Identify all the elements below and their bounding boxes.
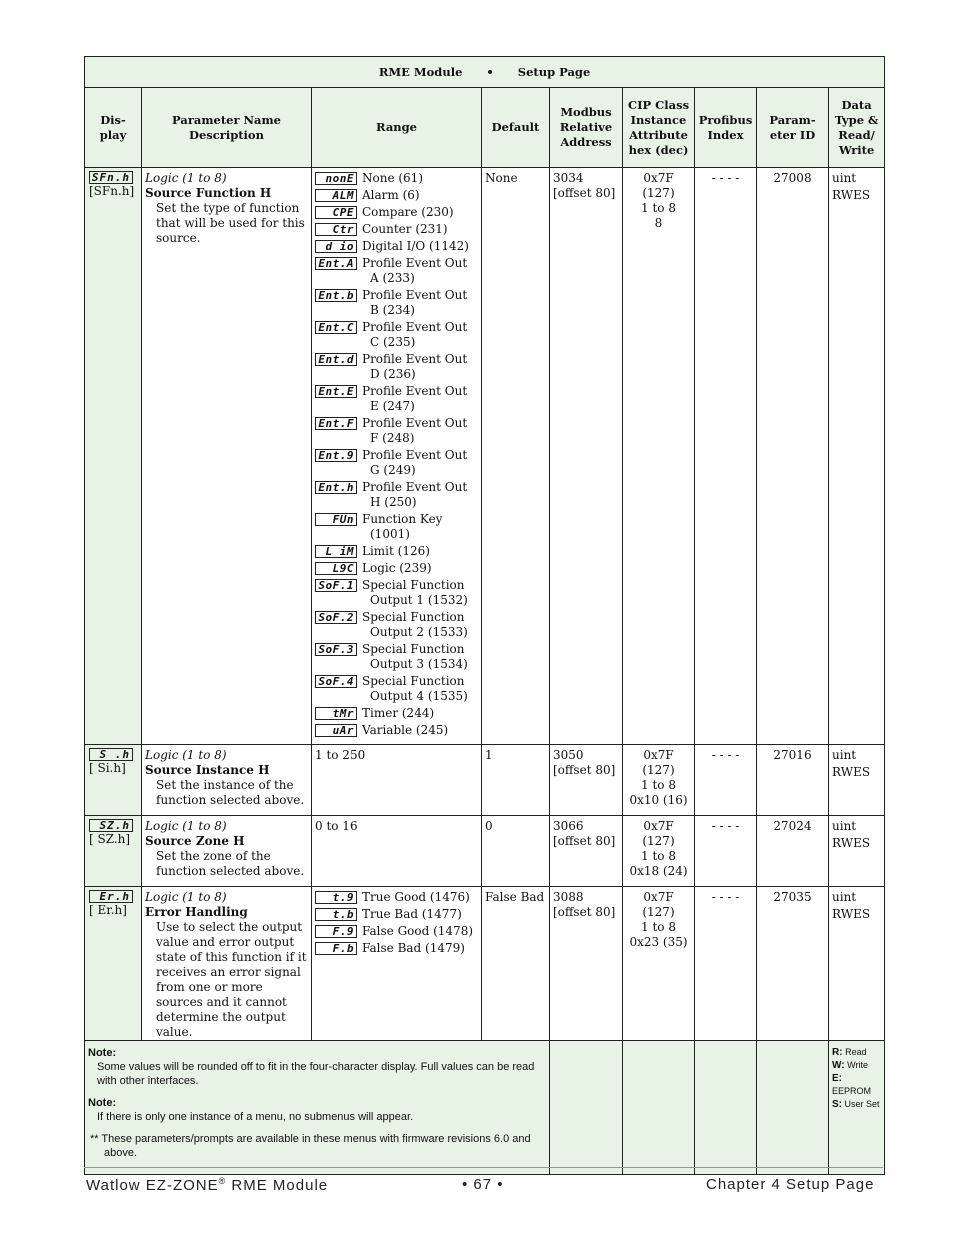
parameter-description: Use to select the output value and error output state of this function if it receives an error signal from one or more sources and it cannot determine the output value. [156, 920, 307, 1039]
option-label: Profile Event Out [362, 384, 468, 398]
option-label-continued: Output 2 (1533) [370, 625, 468, 639]
range-option [315, 723, 478, 738]
modbus-address: 3088 [553, 890, 584, 904]
display-code: Ent.C [315, 321, 357, 334]
table-row [85, 816, 885, 887]
option-label: Compare (230) [362, 205, 454, 219]
data-type-cell [829, 168, 885, 745]
cip-instance: 1 to 8 [641, 201, 676, 215]
parameter-id-cell [757, 745, 829, 816]
parameter-id-cell [757, 816, 829, 887]
modbus-offset: [offset 80] [553, 186, 616, 200]
cip-attribute: 0x18 (24) [629, 864, 688, 878]
range-option [315, 384, 478, 414]
option-text [362, 239, 469, 254]
header-range: Range [312, 88, 482, 168]
legend-item [832, 1072, 881, 1098]
profibus-index: - - - - [711, 171, 740, 185]
footer-page-number: • 67 • [462, 1176, 504, 1193]
firmware-note [88, 1132, 545, 1160]
option-label-continued: Output 3 (1534) [370, 657, 468, 671]
option-label-continued: H (250) [370, 495, 417, 509]
header-default: Default [482, 88, 550, 168]
data-type: uint [832, 171, 857, 185]
display-label: [SFn.h] [89, 184, 135, 198]
display-code: uAr [315, 724, 357, 737]
legend-text: Write [847, 1060, 868, 1070]
display-code: Ent.b [315, 289, 357, 302]
data-type-cell [829, 887, 885, 1041]
range-option [315, 171, 478, 186]
range-option [315, 706, 478, 721]
parameter-id: 27024 [773, 819, 812, 833]
read-write: RWES [832, 765, 871, 779]
column-headers [85, 88, 885, 168]
modbus-cell [550, 745, 623, 816]
parameter-logic: Logic (1 to 8) [145, 819, 227, 833]
default-value: None [485, 171, 518, 185]
modbus-offset: [offset 80] [553, 905, 616, 919]
range-text: 0 to 16 [315, 819, 358, 833]
display-code: ALM [315, 189, 357, 202]
cip-class: 0x7F (127) [642, 171, 675, 200]
data-type: uint [832, 819, 857, 833]
display-code: SoF.1 [315, 579, 357, 592]
default-value: 0 [485, 819, 493, 833]
cip-instance: 1 to 8 [641, 778, 676, 792]
notes-blank-cell [757, 1041, 829, 1175]
legend-key: R: [832, 1047, 843, 1058]
display-code: Ctr [315, 223, 357, 236]
option-label: Profile Event Out [362, 480, 468, 494]
parameter-name: Source Zone H [145, 834, 245, 848]
cip-cell [623, 816, 695, 887]
option-label-continued: A (233) [370, 271, 415, 285]
legend-item [832, 1059, 881, 1072]
range-option [315, 222, 478, 237]
display-code: tMr [315, 707, 357, 720]
range-option [315, 320, 478, 350]
display-cell [85, 816, 142, 887]
table-title-page: Setup Page [517, 64, 591, 79]
read-write: RWES [832, 188, 871, 202]
display-label: [ SZ.h] [89, 832, 131, 846]
data-type: uint [832, 748, 857, 762]
option-text [362, 222, 448, 237]
cip-class: 0x7F (127) [642, 819, 675, 848]
legend-item [832, 1098, 881, 1111]
footer-product-module: RME Module [226, 1177, 329, 1194]
option-text [362, 320, 467, 350]
profibus-index: - - - - [711, 819, 740, 833]
option-text [362, 384, 467, 414]
option-label: False Good (1478) [362, 924, 474, 938]
header-display: Dis- play [85, 88, 142, 168]
option-label-continued: Output 1 (1532) [370, 593, 468, 607]
option-text [362, 256, 467, 286]
firmware-note-text: These parameters/prompts are available in these menus with firmware revisions 6.0 and [101, 1133, 531, 1145]
profibus-cell [695, 887, 757, 1041]
option-label: Special Function [362, 674, 465, 688]
option-text [362, 480, 467, 510]
parameter-cell [142, 887, 312, 1041]
footer-rule [84, 1167, 883, 1168]
notes-row [85, 1041, 885, 1175]
legend-item [832, 1046, 881, 1059]
data-type-cell [829, 745, 885, 816]
parameter-id: 27016 [773, 748, 812, 762]
option-text [362, 171, 423, 186]
display-code: S .h [89, 748, 133, 761]
display-code: Ent.A [315, 257, 357, 270]
parameter-name: Error Handling [145, 905, 248, 919]
header-data-type: Data Type & Read/ Write [829, 88, 885, 168]
modbus-address: 3066 [553, 819, 584, 833]
option-label: None (61) [362, 171, 424, 185]
option-label: False Bad (1479) [362, 941, 465, 955]
display-code: nonE [315, 172, 357, 185]
table-title-separator: • [486, 64, 494, 79]
table-row [85, 168, 885, 745]
display-cell [85, 887, 142, 1041]
header-parameter: Parameter Name Description [142, 88, 312, 168]
range-cell [312, 745, 482, 816]
display-code: d io [315, 240, 357, 253]
parameter-logic: Logic (1 to 8) [145, 890, 227, 904]
profibus-index: - - - - [711, 890, 740, 904]
range-option [315, 610, 478, 640]
display-code: FUn [315, 513, 357, 526]
firmware-note-continuation: above. [104, 1147, 138, 1159]
option-label-continued: G (249) [370, 463, 416, 477]
display-code: F.9 [315, 925, 357, 938]
option-text [362, 561, 432, 576]
header-modbus: Modbus Relative Address [550, 88, 623, 168]
modbus-address: 3034 [553, 171, 584, 185]
footer-product-name: Watlow EZ-ZONE [86, 1177, 219, 1194]
option-label-continued: F (248) [370, 431, 415, 445]
display-code: SoF.3 [315, 643, 357, 656]
display-label: [ Si.h] [89, 761, 126, 775]
option-label: Special Function [362, 578, 465, 592]
range-option [315, 941, 478, 956]
cip-attribute: 0x10 (16) [629, 793, 688, 807]
data-type-cell [829, 816, 885, 887]
option-label-continued: E (247) [370, 399, 415, 413]
option-label-continued: C (235) [370, 335, 416, 349]
range-option [315, 924, 478, 939]
note-label: Note: [88, 1047, 117, 1059]
display-label: [ Er.h] [89, 903, 127, 917]
header-parameter-id: Param- eter ID [757, 88, 829, 168]
parameter-description: Set the type of function that will be used for this source. [156, 201, 305, 245]
modbus-cell [550, 887, 623, 1041]
cip-instance: 1 to 8 [641, 920, 676, 934]
range-option [315, 907, 478, 922]
display-code: SFn.h [89, 171, 133, 184]
option-text [362, 188, 420, 203]
option-text [362, 642, 468, 672]
range-option [315, 448, 478, 478]
cip-instance: 1 to 8 [641, 849, 676, 863]
option-text [362, 924, 473, 939]
display-code: Ent.E [315, 385, 357, 398]
range-option [315, 416, 478, 446]
modbus-cell [550, 816, 623, 887]
display-code: t.b [315, 908, 357, 921]
default-value: 1 [485, 748, 493, 762]
option-text [362, 416, 467, 446]
option-label: Variable (245) [362, 723, 449, 737]
option-text [362, 706, 434, 721]
option-text [362, 578, 468, 608]
profibus-cell [695, 745, 757, 816]
notes-cell [85, 1041, 550, 1175]
option-label: Profile Event Out [362, 352, 468, 366]
modbus-offset: [offset 80] [553, 763, 616, 777]
option-label: True Bad (1477) [362, 907, 462, 921]
parameter-id-cell [757, 168, 829, 745]
notes-blank-cell [550, 1041, 623, 1175]
parameter-cell [142, 168, 312, 745]
option-text [362, 723, 448, 738]
parameter-description: Set the instance of the function selected above. [156, 778, 305, 807]
legend-key: S: [832, 1099, 842, 1110]
notes-blank-cell [695, 1041, 757, 1175]
parameter-cell [142, 745, 312, 816]
option-label-continued: (1001) [370, 527, 410, 541]
cip-class: 0x7F (127) [642, 890, 675, 919]
cip-attribute: 0x23 (35) [629, 935, 688, 949]
display-code: Ent.d [315, 353, 357, 366]
range-text: 1 to 250 [315, 748, 366, 762]
option-label: Limit (126) [362, 544, 430, 558]
cip-cell [623, 887, 695, 1041]
range-option [315, 188, 478, 203]
range-option [315, 890, 478, 905]
range-option [315, 239, 478, 254]
range-option [315, 578, 478, 608]
parameter-table [84, 56, 885, 1175]
option-text [362, 544, 430, 559]
display-code: CPE [315, 206, 357, 219]
note-text: If there is only one instance of a menu, no submenus will appear. [97, 1111, 414, 1123]
option-text [362, 352, 467, 382]
legend-text: Read [845, 1047, 867, 1057]
range-option [315, 256, 478, 286]
option-label-continued: B (234) [370, 303, 415, 317]
notes-blank-cell [623, 1041, 695, 1175]
modbus-address: 3050 [553, 748, 584, 762]
display-code: L9C [315, 562, 357, 575]
display-cell [85, 168, 142, 745]
default-cell [482, 745, 550, 816]
parameter-cell [142, 816, 312, 887]
display-code: L iM [315, 545, 357, 558]
option-text [362, 448, 467, 478]
option-text [362, 205, 454, 220]
display-code: t.9 [315, 891, 357, 904]
option-text [362, 941, 465, 956]
display-code: SoF.4 [315, 675, 357, 688]
option-label: Digital I/O (1142) [362, 239, 469, 253]
range-option [315, 352, 478, 382]
footer-chapter: Chapter 4 Setup Page [706, 1176, 875, 1193]
display-code: Er.h [89, 890, 133, 903]
range-option [315, 512, 478, 542]
default-value: False Bad [485, 890, 545, 904]
display-code: Ent.9 [315, 449, 357, 462]
table-row [85, 745, 885, 816]
option-label: True Good (1476) [362, 890, 470, 904]
footer-product [86, 1176, 328, 1194]
range-option [315, 480, 478, 510]
table-title-module: RME Module [378, 64, 463, 79]
note-label: Note: [88, 1097, 117, 1109]
range-cell [312, 816, 482, 887]
option-text [362, 610, 468, 640]
legend-key: E: [832, 1073, 842, 1084]
option-label: Profile Event Out [362, 256, 468, 270]
option-label: Timer (244) [362, 706, 435, 720]
parameter-name: Source Instance H [145, 763, 270, 777]
range-cell [312, 887, 482, 1041]
display-code: Ent.F [315, 417, 357, 430]
note-text: Some values will be rounded off to fit in the four-character display. Full values can be read with other interfaces. [97, 1061, 535, 1087]
display-code: SoF.2 [315, 611, 357, 624]
cip-attribute: 8 [654, 216, 663, 230]
display-code: F.b [315, 942, 357, 955]
option-label: Profile Event Out [362, 288, 468, 302]
option-text [362, 288, 467, 318]
option-label: Special Function [362, 610, 465, 624]
profibus-cell [695, 168, 757, 745]
legend-cell [829, 1041, 885, 1175]
cip-cell [623, 168, 695, 745]
option-label: Function Key [362, 512, 443, 526]
option-label: Alarm (6) [362, 188, 420, 202]
option-label: Counter (231) [362, 222, 448, 236]
parameter-id: 27008 [773, 171, 812, 185]
default-cell [482, 816, 550, 887]
range-option [315, 288, 478, 318]
legend-text: EEPROM [832, 1086, 872, 1096]
modbus-offset: [offset 80] [553, 834, 616, 848]
header-cip: CIP Class Instance Attribute hex (dec) [623, 88, 695, 168]
option-label-continued: Output 4 (1535) [370, 689, 468, 703]
option-text [362, 907, 462, 922]
modbus-cell [550, 168, 623, 745]
option-label: Profile Event Out [362, 416, 468, 430]
parameter-id-cell [757, 887, 829, 1041]
registered-mark: ® [218, 1176, 227, 1186]
table-row [85, 887, 885, 1041]
option-text [362, 674, 468, 704]
cip-class: 0x7F (127) [642, 748, 675, 777]
profibus-cell [695, 816, 757, 887]
legend-key: W: [832, 1060, 845, 1071]
profibus-index: - - - - [711, 748, 740, 762]
parameter-id: 27035 [773, 890, 812, 904]
cip-cell [623, 745, 695, 816]
parameter-description: Set the zone of the function selected above. [156, 849, 305, 878]
data-type: uint [832, 890, 857, 904]
parameter-logic: Logic (1 to 8) [145, 748, 227, 762]
header-profibus: Profibus Index [695, 88, 757, 168]
option-label: Profile Event Out [362, 448, 468, 462]
default-cell [482, 168, 550, 745]
firmware-note-marker: ** [90, 1133, 99, 1145]
read-write: RWES [832, 907, 871, 921]
option-label: Profile Event Out [362, 320, 468, 334]
range-cell [312, 168, 482, 745]
read-write: RWES [832, 836, 871, 850]
default-cell [482, 887, 550, 1041]
display-cell [85, 745, 142, 816]
table-title [85, 57, 885, 88]
range-option [315, 674, 478, 704]
range-option [315, 544, 478, 559]
legend-text: User Set [844, 1099, 880, 1109]
display-code: SZ.h [89, 819, 133, 832]
option-label: Logic (239) [362, 561, 432, 575]
display-code: Ent.h [315, 481, 357, 494]
option-label: Special Function [362, 642, 465, 656]
range-option [315, 642, 478, 672]
parameter-name: Source Function H [145, 186, 272, 200]
parameter-logic: Logic (1 to 8) [145, 171, 227, 185]
range-option [315, 205, 478, 220]
option-text [362, 890, 470, 905]
option-label-continued: D (236) [370, 367, 416, 381]
option-text [362, 512, 442, 542]
range-option [315, 561, 478, 576]
